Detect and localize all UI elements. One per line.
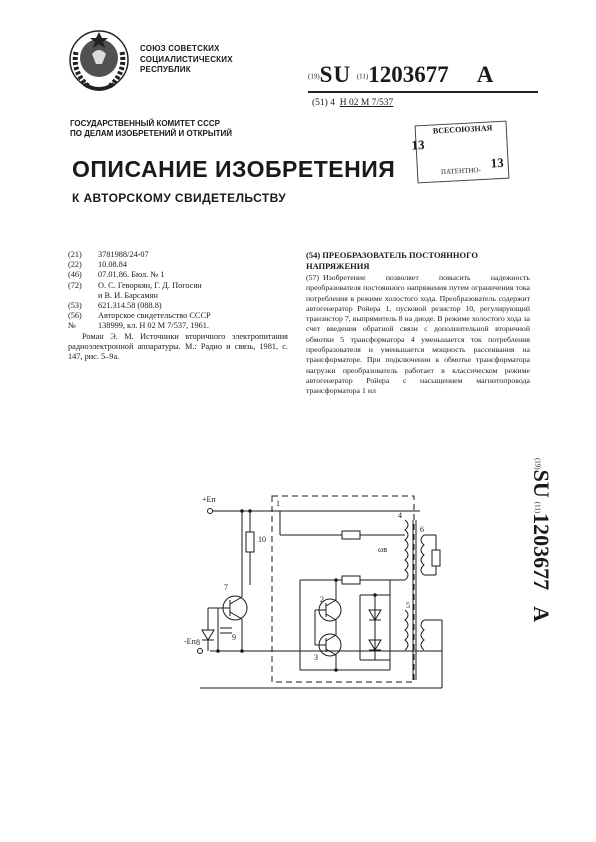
biblio-row: № 138999, кл. Н 02 М 7/537, 1961.	[68, 321, 209, 331]
committee-name: ГОСУДАРСТВЕННЫЙ КОМИТЕТ СССР ПО ДЕЛАМ ИЗОБРЕТЕНИЙ И ОТКРЫТИЙ	[70, 119, 233, 138]
ussr-emblem-icon	[66, 24, 132, 98]
circuit-diagram	[180, 480, 450, 700]
abstract-text: (57) Изобретение позволяет повысить надежность преобразователя постоянного напряжения путем ограничения тока потребления в режиме холостого хода. Преобразователь содержит автогенератор Ройера 1, пусковой резистор 10, регулирующий транзистор 7, выпрямитель 8 на диоде. В режиме холостого хода за счет введения обратной связи с дополнительной вторичной обмотки 5 трансформатора 4 уменьшается ток потребления преобразователя и уменьшается мощность рассеивания на трансформаторе. При подключении к обмотке трансформатора нагрузки преобразователь работает в классическом режиме автогенератор Ройера с насыщением магнитопровода трансформатора 1 ил	[306, 273, 530, 396]
biblio-row: (56) Авторское свидетельство СССР	[68, 311, 211, 321]
patent-number: 1203677	[368, 62, 449, 87]
label-10: 10	[258, 535, 266, 544]
supply-negative-label: -Eп	[184, 637, 196, 646]
supply-positive-label: +Eп	[202, 495, 216, 504]
label-7: 7	[224, 583, 228, 592]
document-title: ОПИСАНИЕ ИЗОБРЕТЕНИЯ	[72, 156, 396, 182]
ipc-classification: (51) 4 Н 02 М 7/537	[312, 98, 394, 108]
patent-kind: A	[476, 62, 494, 87]
biblio-row: (53) 621.314.58 (088.8)	[68, 301, 162, 311]
label-1: 1	[276, 499, 280, 508]
label-8: 8	[196, 638, 200, 647]
vertical-patent-number: (19)SU (11)1203677A	[529, 457, 554, 623]
reference-text: Роман Э. М. Источники вторичного электропитания радиоэлектронной аппаратуры. М.: Радио и связь, 1981, с. 147, рис. 5–9а.	[68, 331, 288, 362]
library-stamp: ВСЕСОЮЗНАЯ 13 13 ПАТЕНТНО-	[406, 114, 518, 190]
label-5: 5	[406, 601, 410, 610]
abstract-title: (54) ПРЕОБРАЗОВАТЕЛЬ ПОСТОЯННОГО НАПРЯЖЕНИЯ	[306, 250, 478, 271]
winding-label: ωв	[378, 545, 388, 554]
label-6: 6	[420, 525, 424, 534]
label-3: 3	[314, 653, 318, 662]
label-4: 4	[398, 511, 402, 520]
label-9: 9	[232, 633, 236, 642]
document-subtitle: К АВТОРСКОМУ СВИДЕТЕЛЬСТВУ	[72, 191, 287, 205]
header-rule	[308, 91, 538, 93]
bibliographic-data	[68, 250, 288, 362]
organization-name: СОЮЗ СОВЕТСКИХ СОЦИАЛИСТИЧЕСКИХ РЕСПУБЛИК	[140, 44, 233, 74]
country-code: SU	[319, 62, 352, 87]
label-2: 2	[320, 595, 324, 604]
biblio-row: и В. И. Барсамян	[98, 290, 158, 300]
biblio-row: (46) 07.01.86. Бюл. № 1	[68, 270, 165, 280]
biblio-row: (72) О. С. Геворкян, Г. Д. Погосян	[68, 280, 202, 290]
patent-number-header: (19)SU (11)1203677 A	[308, 62, 494, 87]
biblio-row: (21) 3781988/24-07	[68, 250, 149, 259]
biblio-row: (22) 10.08.84	[68, 260, 128, 270]
